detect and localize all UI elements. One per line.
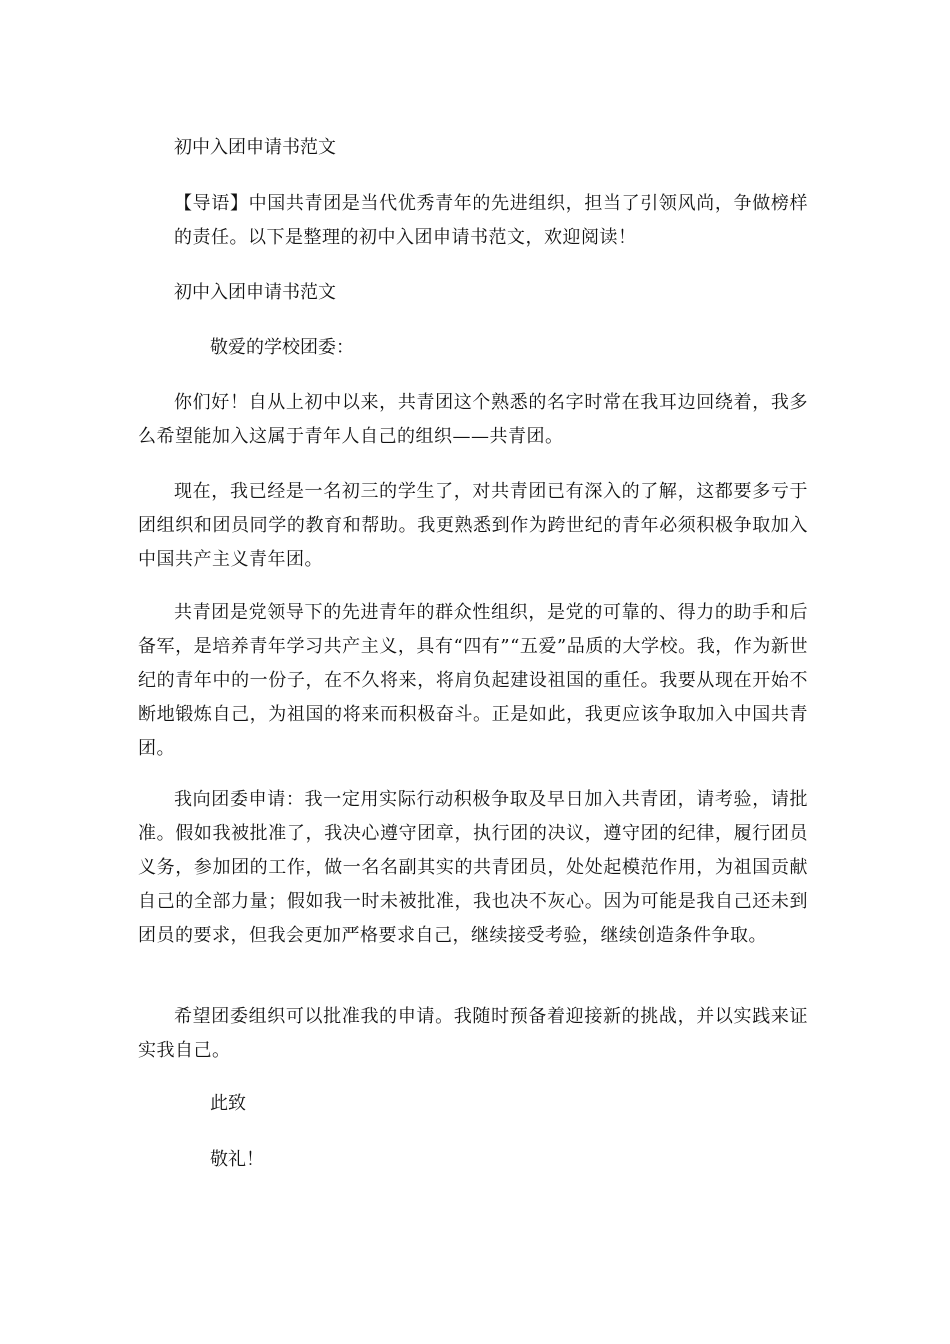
- closing-jingli: 敬礼！: [210, 1149, 264, 1170]
- body-paragraph-4: 我向团委申请：我一定用实际行动积极争取及早日加入共青团，请考验，请批准。假如我被批准了，我决心遵守团章，执行团的决议，遵守团的纪律，履行团员义务，参加团的工作，做一名名副其实的共青团员，处处起模范作用，为祖国贡献自己的全部力量；假如我一时未被批准，我也决不灰心。因为可能是我自己还未到团员的要求，但我会更加严格要求自己，继续接受考验，继续创造条件争取。: [138, 789, 808, 946]
- intro-paragraph: 【导语】中国共青团是当代优秀青年的先进组织，担当了引领风尚，争做榜样的责任。以下是整理的初中入团申请书范文，欢迎阅读！: [174, 193, 808, 248]
- document-subtitle: 初中入团申请书范文: [174, 282, 336, 303]
- body-paragraph-2: 现在，我已经是一名初三的学生了，对共青团已有深入的了解，这都要多亏于团组织和团员同学的教育和帮助。我更熟悉到作为跨世纪的青年必须积极争取加入中国共产主义青年团。: [138, 481, 808, 570]
- body-paragraph-1: 你们好！自从上初中以来，共青团这个熟悉的名字时常在我耳边回绕着，我多么希望能加入这属于青年人自己的组织——共青团。: [138, 392, 808, 447]
- body-paragraph-5: 希望团委组织可以批准我的申请。我随时预备着迎接新的挑战，并以实践来证实我自己。: [138, 1006, 808, 1061]
- closing-cizhi: 此致: [210, 1093, 246, 1114]
- salutation: 敬爱的学校团委：: [210, 337, 354, 358]
- document-title: 初中入团申请书范文: [174, 137, 336, 158]
- body-paragraph-3: 共青团是党领导下的先进青年的群众性组织，是党的可靠的、得力的助手和后备军，是培养青年学习共产主义，具有“四有”“五爱”品质的大学校。我，作为新世纪的青年中的一份子，在不久将来，将肩负起建设祖国的重任。我要从现在开始不断地锻炼自己，为祖国的将来而积极奋斗。正是如此，我更应该争取加入中国共青团。: [138, 602, 808, 759]
